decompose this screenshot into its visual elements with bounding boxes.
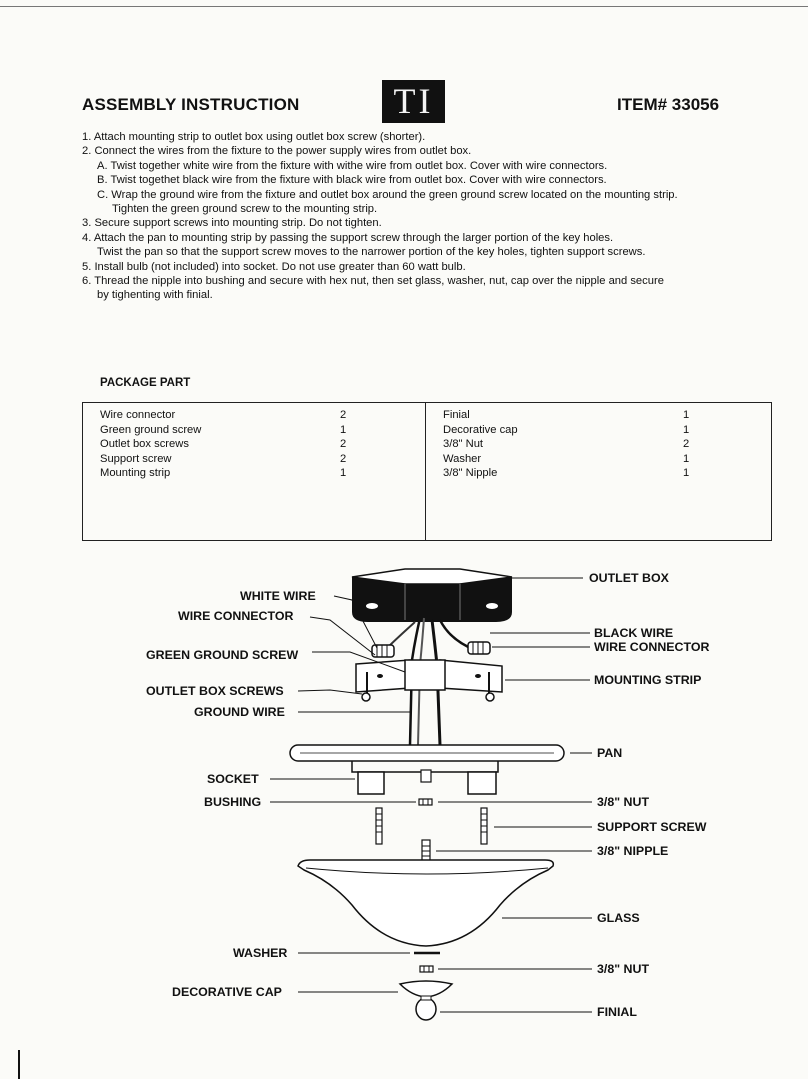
assembly-diagram xyxy=(0,550,808,1079)
label-decorative-cap: DECORATIVE CAP xyxy=(172,985,282,999)
part-name: Decorative cap xyxy=(443,423,518,436)
part-name: Wire connector xyxy=(100,409,176,421)
part-qty: 1 xyxy=(683,409,690,421)
part-row xyxy=(100,466,400,481)
hardware-drawing xyxy=(376,799,487,862)
package-title: PACKAGE PART xyxy=(100,377,191,389)
corner-mark xyxy=(18,1050,20,1079)
instruction-list xyxy=(82,130,782,303)
part-row xyxy=(100,408,400,423)
part-row xyxy=(443,466,743,481)
leader-lines xyxy=(270,578,592,1012)
outlet-box-drawing xyxy=(352,569,512,622)
finial-assembly-drawing xyxy=(400,953,452,1020)
part-qty: 2 xyxy=(340,409,347,421)
instruction-continuation: Twist the pan so that the support screw moves to the narrower portion of the key holes, tighten support screws. xyxy=(97,246,646,259)
top-rule xyxy=(0,6,808,7)
instruction-continuation: Tighten the green ground screw to the mounting strip. xyxy=(112,203,378,216)
label-nut-bottom: 3/8" NUT xyxy=(597,962,650,976)
part-name: Finial xyxy=(443,409,470,421)
label-bushing: BUSHING xyxy=(204,795,262,809)
part-name: 3/8" Nut xyxy=(443,438,484,450)
instruction-step: 3. Secure support screws into mounting strip. Do not tighten. xyxy=(82,217,382,230)
part-qty: 1 xyxy=(683,452,690,465)
instruction-step: 6. Thread the nipple into bushing and secure with hex nut, then set glass, washer, nut, cap over the nipple and secure xyxy=(82,275,664,288)
instruction-substep: C. Wrap the ground wire from the fixture and outlet box around the green ground screw located on the mounting strip. xyxy=(97,188,678,201)
table-divider xyxy=(425,403,426,540)
label-nut-top: 3/8" NUT xyxy=(597,795,650,809)
label-mounting-strip: MOUNTING STRIP xyxy=(594,673,702,687)
wire-connector-drawing xyxy=(372,642,490,657)
part-name: Outlet box screws xyxy=(100,438,189,450)
part-row xyxy=(100,423,400,438)
label-washer: WASHER xyxy=(233,946,288,960)
part-qty: 2 xyxy=(340,438,347,450)
part-name: 3/8" Nipple xyxy=(443,467,498,479)
label-support-screw: SUPPORT SCREW xyxy=(597,820,707,834)
label-socket: SOCKET xyxy=(207,772,259,786)
instruction-step: 4. Attach the pan to mounting strip by passing the support screw through the larger portion of the key holes. xyxy=(82,231,614,244)
part-row xyxy=(443,408,743,423)
page-title: ASSEMBLY INSTRUCTION xyxy=(82,95,300,114)
glass-bowl-drawing xyxy=(298,860,553,946)
label-ground-wire: GROUND WIRE xyxy=(194,705,285,719)
parts-column-right xyxy=(443,408,743,481)
label-wire-connector-right: WIRE CONNECTOR xyxy=(594,640,710,654)
label-outlet-box-screws: OUTLET BOX SCREWS xyxy=(146,684,284,698)
label-outlet-box: OUTLET BOX xyxy=(589,571,669,585)
label-black-wire: BLACK WIRE xyxy=(594,626,674,640)
part-name: Green ground screw xyxy=(100,423,202,436)
part-row xyxy=(443,452,743,467)
part-qty: 1 xyxy=(340,467,347,479)
instruction-step: 2. Connect the wires from the fixture to the power supply wires from outlet box. xyxy=(82,145,472,158)
part-qty: 1 xyxy=(683,423,690,436)
label-nipple: 3/8" NIPPLE xyxy=(597,844,669,858)
part-qty: 1 xyxy=(683,467,690,479)
instruction-continuation: by tighenting with finial. xyxy=(97,289,213,302)
part-qty: 2 xyxy=(340,452,347,465)
item-number: ITEM# 33056 xyxy=(617,95,720,114)
part-qty: 2 xyxy=(683,438,690,450)
part-name: Mounting strip xyxy=(100,467,171,479)
parts-column-left xyxy=(100,408,400,481)
instruction-substep: A. Twist together white wire from the fixture with withe wire from outlet box. Cover with wire connectors. xyxy=(97,159,608,172)
part-row xyxy=(100,437,400,452)
instruction-step: 1. Attach mounting strip to outlet box using outlet box screw (shorter). xyxy=(82,131,426,143)
label-pan: PAN xyxy=(597,746,623,760)
part-name: Support screw xyxy=(100,452,172,465)
socket-drawing xyxy=(358,770,496,794)
package-parts-table xyxy=(82,402,772,541)
label-glass: GLASS xyxy=(597,911,640,925)
instruction-substep: B. Twist togethet black wire from the fixture with black wire from outlet box. Cover with wire connectors. xyxy=(97,174,607,187)
part-row xyxy=(100,452,400,467)
part-row xyxy=(443,437,743,452)
part-name: Washer xyxy=(443,452,482,465)
pan-drawing xyxy=(290,745,564,772)
label-wire-connector-left: WIRE CONNECTOR xyxy=(178,609,294,623)
label-white-wire: WHITE WIRE xyxy=(240,589,316,603)
brand-logo: TI xyxy=(382,80,445,123)
mounting-strip-drawing xyxy=(356,660,502,701)
instruction-step: 5. Install bulb (not included) into socket. Do not use greater than 60 watt bulb. xyxy=(82,260,466,273)
label-green-ground-screw: GREEN GROUND SCREW xyxy=(146,648,299,662)
label-finial: FINIAL xyxy=(597,1005,637,1019)
part-qty: 1 xyxy=(340,423,347,436)
part-row xyxy=(443,423,743,438)
